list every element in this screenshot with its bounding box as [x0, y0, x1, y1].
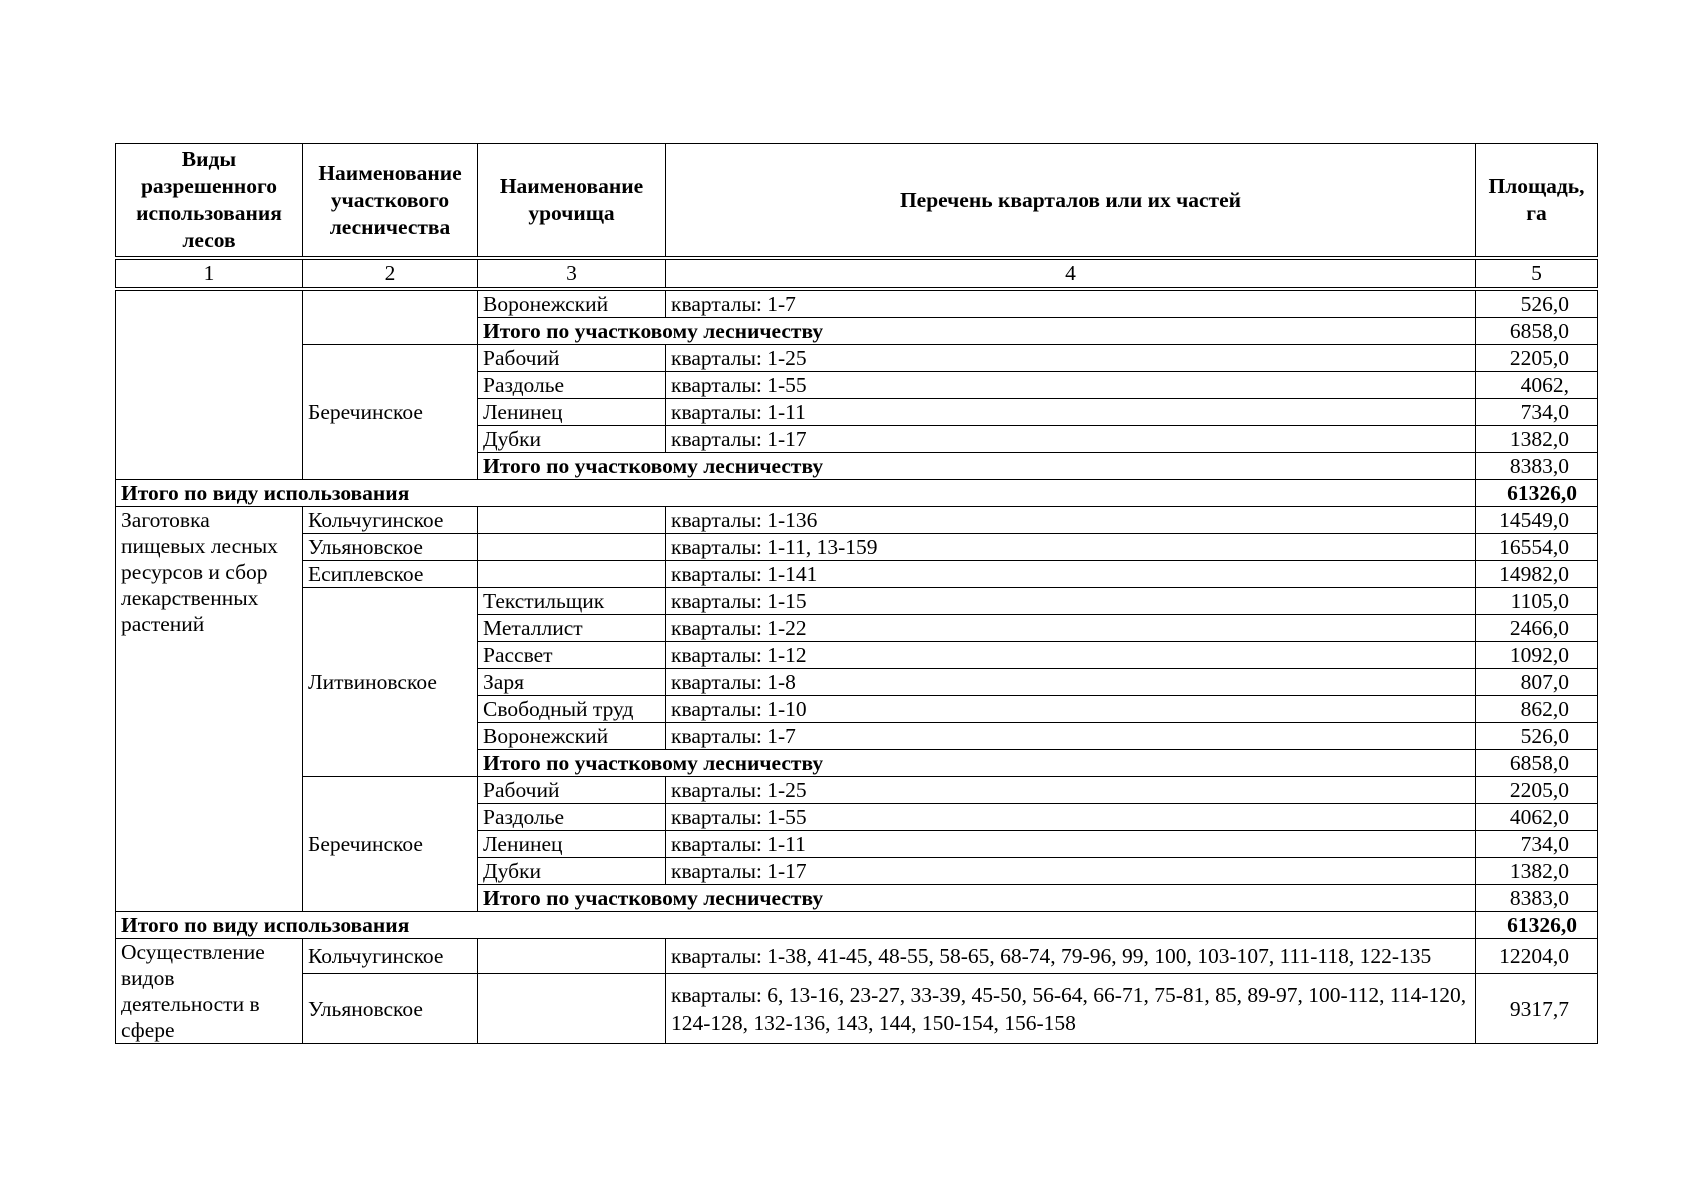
subtotal-area: 6858,0 [1476, 750, 1598, 777]
area-cell: 1382,0 [1476, 858, 1598, 885]
header-row [116, 144, 1598, 259]
col-number: 1 [116, 258, 303, 289]
quarters-cell: кварталы: 1-7 [666, 289, 1476, 318]
area-cell: 734,0 [1476, 399, 1598, 426]
tract-cell-empty [478, 974, 666, 1044]
forest-use-table [115, 143, 1598, 1044]
tract-cell: Раздолье [478, 372, 666, 399]
area-cell: 4062, [1476, 372, 1598, 399]
subtotal-area: 8383,0 [1476, 885, 1598, 912]
tract-cell: Текстильщик [478, 588, 666, 615]
table-row [116, 345, 1598, 372]
total-label: Итого по виду использования [116, 480, 1476, 507]
quarters-cell: кварталы: 6, 13-16, 23-27, 33-39, 45-50, 56-64, 66-71, 75-81, 85, 89-97, 100-112, 114-120, 124-128, 132-136, 143, 144, 150-154, 156-158 [666, 974, 1476, 1044]
header-quarters: Перечень кварталов или их частей [666, 144, 1476, 259]
forestry-cell: Кольчугинское [303, 507, 478, 534]
area-cell: 526,0 [1476, 289, 1598, 318]
area-cell: 16554,0 [1476, 534, 1598, 561]
area-cell: 2205,0 [1476, 345, 1598, 372]
quarters-cell: кварталы: 1-17 [666, 426, 1476, 453]
forestry-cell: Кольчугинское [303, 939, 478, 974]
tract-cell: Рабочий [478, 777, 666, 804]
col-number: 3 [478, 258, 666, 289]
header-tract: Наименование урочища [478, 144, 666, 259]
tract-cell-empty [478, 561, 666, 588]
area-cell: 1092,0 [1476, 642, 1598, 669]
subtotal-area: 8383,0 [1476, 453, 1598, 480]
area-cell: 526,0 [1476, 723, 1598, 750]
quarters-cell: кварталы: 1-15 [666, 588, 1476, 615]
table-row [116, 939, 1598, 974]
quarters-cell: кварталы: 1-11 [666, 831, 1476, 858]
forestry-cell: Литвиновское [303, 588, 478, 777]
area-cell: 12204,0 [1476, 939, 1598, 974]
area-cell: 14982,0 [1476, 561, 1598, 588]
subtotal-label: Итого по участковому лесничеству [478, 453, 1476, 480]
area-cell: 734,0 [1476, 831, 1598, 858]
subtotal-label: Итого по участковому лесничеству [478, 318, 1476, 345]
total-area: 61326,0 [1476, 480, 1598, 507]
table-row [116, 561, 1598, 588]
col-number: 2 [303, 258, 478, 289]
use-type-cell: Заготовка пищевых лесных ресурсов и сбор лекарственных растений [116, 507, 303, 912]
quarters-cell: кварталы: 1-8 [666, 669, 1476, 696]
area-cell: 807,0 [1476, 669, 1598, 696]
total-area: 61326,0 [1476, 912, 1598, 939]
area-cell: 2205,0 [1476, 777, 1598, 804]
quarters-cell: кварталы: 1-11 [666, 399, 1476, 426]
quarters-cell: кварталы: 1-55 [666, 804, 1476, 831]
tract-cell: Дубки [478, 426, 666, 453]
tract-cell: Воронежский [478, 289, 666, 318]
area-cell: 2466,0 [1476, 615, 1598, 642]
use-type-cell: Осуществление видов деятельности в сфере [116, 939, 303, 1044]
tract-cell: Рассвет [478, 642, 666, 669]
tract-cell: Ленинец [478, 831, 666, 858]
area-cell: 1382,0 [1476, 426, 1598, 453]
quarters-cell: кварталы: 1-11, 13-159 [666, 534, 1476, 561]
col-number: 5 [1476, 258, 1598, 289]
area-cell: 1105,0 [1476, 588, 1598, 615]
quarters-cell: кварталы: 1-25 [666, 777, 1476, 804]
area-cell: 9317,7 [1476, 974, 1598, 1044]
header-area: Площадь, га [1476, 144, 1598, 259]
forestry-cell: Ульяновское [303, 974, 478, 1044]
use-type-cell-empty [116, 289, 303, 480]
column-number-row [116, 258, 1598, 289]
forestry-cell: Беречинское [303, 345, 478, 480]
total-label: Итого по виду использования [116, 912, 1476, 939]
table-row [116, 534, 1598, 561]
quarters-cell: кварталы: 1-38, 41-45, 48-55, 58-65, 68-74, 79-96, 99, 100, 103-107, 111-118, 122-135 [666, 939, 1476, 974]
quarters-cell: кварталы: 1-10 [666, 696, 1476, 723]
forestry-cell-empty [303, 289, 478, 345]
table-row [116, 289, 1598, 318]
forestry-cell: Есиплевское [303, 561, 478, 588]
subtotal-label: Итого по участковому лесничеству [478, 885, 1476, 912]
header-forestry: Наименование участкового лесничества [303, 144, 478, 259]
quarters-cell: кварталы: 1-17 [666, 858, 1476, 885]
tract-cell: Рабочий [478, 345, 666, 372]
quarters-cell: кварталы: 1-7 [666, 723, 1476, 750]
tract-cell: Раздолье [478, 804, 666, 831]
quarters-cell: кварталы: 1-12 [666, 642, 1476, 669]
quarters-cell: кварталы: 1-141 [666, 561, 1476, 588]
tract-cell: Ленинец [478, 399, 666, 426]
subtotal-label: Итого по участковому лесничеству [478, 750, 1476, 777]
tract-cell-empty [478, 507, 666, 534]
table-row [116, 507, 1598, 534]
tract-cell: Заря [478, 669, 666, 696]
subtotal-area: 6858,0 [1476, 318, 1598, 345]
tract-cell: Дубки [478, 858, 666, 885]
forestry-cell: Ульяновское [303, 534, 478, 561]
quarters-cell: кварталы: 1-25 [666, 345, 1476, 372]
quarters-cell: кварталы: 1-22 [666, 615, 1476, 642]
tract-cell-empty [478, 534, 666, 561]
total-row [116, 912, 1598, 939]
tract-cell: Металлист [478, 615, 666, 642]
tract-cell: Свободный труд [478, 696, 666, 723]
tract-cell: Воронежский [478, 723, 666, 750]
area-cell: 4062,0 [1476, 804, 1598, 831]
table-row [116, 588, 1598, 615]
tract-cell-empty [478, 939, 666, 974]
area-cell: 14549,0 [1476, 507, 1598, 534]
forestry-cell: Беречинское [303, 777, 478, 912]
col-number: 4 [666, 258, 1476, 289]
total-row [116, 480, 1598, 507]
table-row [116, 777, 1598, 804]
table-row [116, 974, 1598, 1044]
header-use-type: Виды разрешенного использования лесов [116, 144, 303, 259]
quarters-cell: кварталы: 1-55 [666, 372, 1476, 399]
quarters-cell: кварталы: 1-136 [666, 507, 1476, 534]
area-cell: 862,0 [1476, 696, 1598, 723]
